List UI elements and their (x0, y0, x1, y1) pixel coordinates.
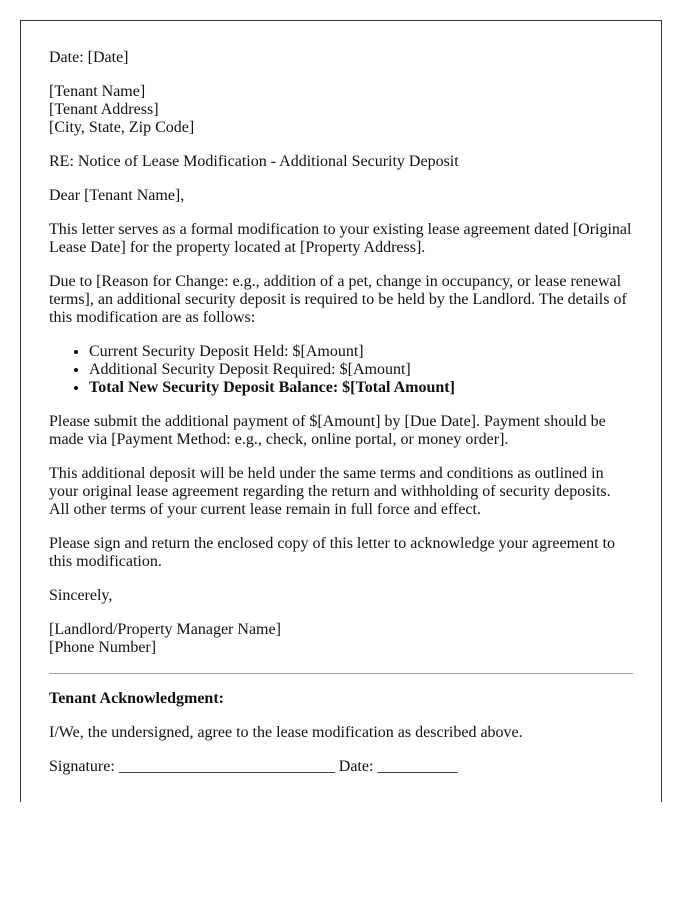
salutation: Dear [Tenant Name], (49, 187, 185, 204)
reason-paragraph: Due to [Reason for Change: e.g., addition of a pet, change in occupancy, or lease renewal terms], an additional security deposit is required to be held by the Landlord. The details of this modification are as follows: (49, 273, 627, 326)
intro-paragraph: This letter serves as a formal modification to your existing lease agreement dated [Original Lease Date] for the property located at [Property Address]. (49, 221, 632, 256)
signature-block (49, 621, 633, 657)
subject-line: RE: Notice of Lease Modification - Additional Security Deposit (49, 153, 459, 170)
date-label: Date: (338, 758, 374, 775)
letter-document (20, 20, 662, 802)
deposit-details-list (49, 343, 633, 397)
recipient-address-block (49, 83, 633, 137)
signature-label: Signature: (49, 758, 115, 775)
request-paragraph: Please sign and return the enclosed copy of this letter to acknowledge your agreement to this modification. (49, 535, 616, 570)
date-blank: __________ (377, 758, 458, 775)
recipient-name: [Tenant Name] (49, 83, 146, 100)
deposit-item-additional: • Additional Security Deposit Required: $[Amount] (89, 361, 633, 379)
terms-paragraph: This additional deposit will be held under the same terms and conditions as outlined in your original lease agreement regarding the return and withholding of security deposits. All other terms of your current lease remain in full force and effect. (49, 465, 611, 518)
recipient-address: [Tenant Address] (49, 101, 159, 118)
landlord-name: [Landlord/Property Manager Name] (49, 621, 281, 638)
signature-blank: ___________________________ (118, 758, 335, 775)
tenant-acknowledgment-section (49, 673, 633, 776)
acknowledgment-title: Tenant Acknowledgment: (49, 690, 224, 707)
deposit-item-total: • Total New Security Deposit Balance: $[Total Amount] (89, 379, 633, 397)
closing: Sincerely, (49, 587, 113, 604)
payment-paragraph: Please submit the additional payment of $[Amount] by [Due Date]. Payment should be made via [Payment Method: e.g., check, online portal, or money order]. (49, 413, 606, 448)
recipient-city-state-zip: [City, State, Zip Code] (49, 119, 195, 136)
date-line: Date: [Date] (49, 49, 129, 66)
deposit-item-current: • Current Security Deposit Held: $[Amount] (89, 343, 633, 361)
acknowledgment-statement: I/We, the undersigned, agree to the lease modification as described above. (49, 724, 523, 741)
signature-date-line (49, 758, 633, 776)
landlord-phone: [Phone Number] (49, 639, 157, 656)
